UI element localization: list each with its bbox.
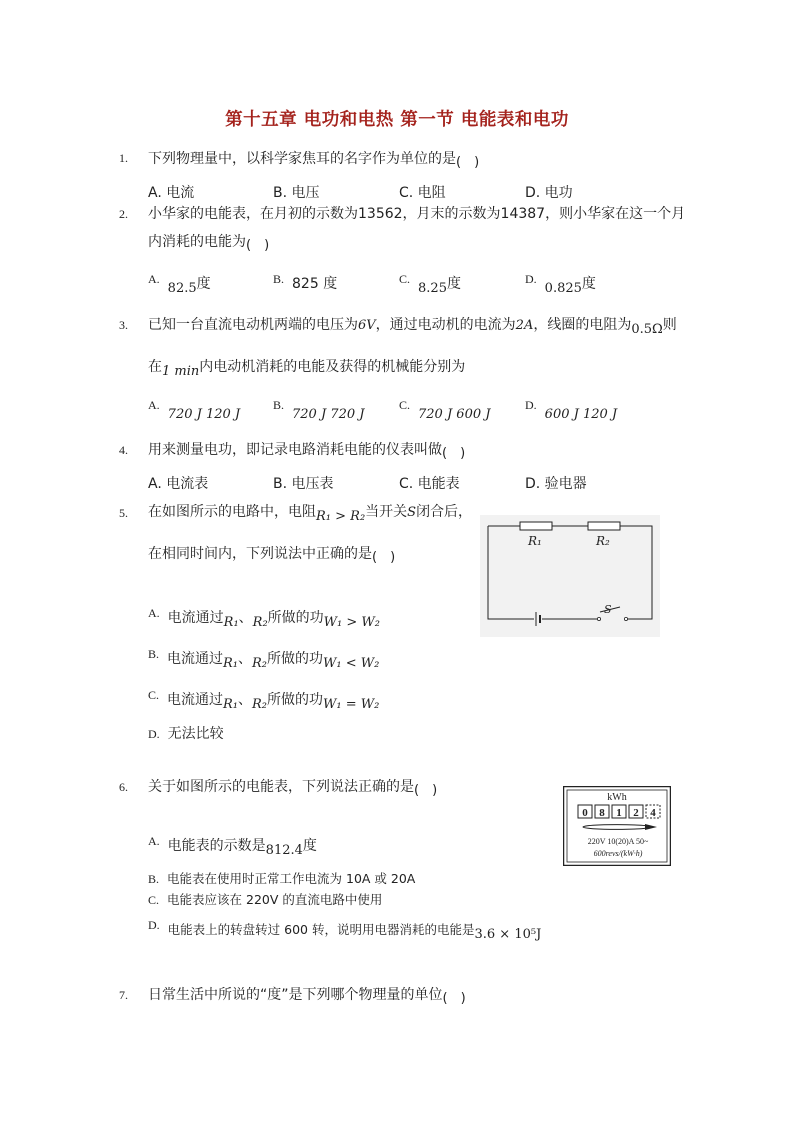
option-c: C. 电阻 <box>399 185 446 201</box>
question-number: 2. <box>119 207 128 221</box>
question-stem-line1: 已知一台直流电动机两端的电压为6V，通过电动机的电流为2A，线圈的电阻为0.5Ω则 <box>148 317 677 337</box>
meter-digit: 1 <box>616 807 622 819</box>
question-stem-line2: 在1 min内电动机消耗的电能及获得的机械能分别为 <box>148 359 466 379</box>
question-stem-line2: 在相同时间内，下列说法中正确的是( ) <box>148 546 396 565</box>
meter-digit: 2 <box>633 807 639 819</box>
option-b: B. 825 度 <box>273 272 338 292</box>
meter-revolutions: 600revs/(kW·h) <box>593 849 643 858</box>
question-number: 1. <box>119 151 128 165</box>
question-stem: 用来测量电功，即记录电路消耗电能的仪表叫做( ) <box>148 442 466 461</box>
resistor-r2 <box>588 522 620 530</box>
question-stem: 下列物理量中，以科学家焦耳的名字作为单位的是( ) <box>148 151 480 170</box>
option-c: C.720 J 600 J <box>399 398 491 422</box>
option-d: D. 电功 <box>525 185 573 201</box>
option-d: D.0.825度 <box>525 272 596 296</box>
question-stem: 关于如图所示的电能表，下列说法正确的是( ) <box>148 779 438 798</box>
question-stem: 日常生活中所说的“度”是下列哪个物理量的单位( ) <box>148 987 466 1006</box>
question-stem-line1: 小华家的电能表，在月初的示数为13562，月末的示数为14387，则小华家在这一个月 <box>148 206 686 222</box>
switch-label: S <box>604 603 612 616</box>
option-c: C. 电能表应该在 220V 的直流电路中使用 <box>148 892 383 907</box>
question-number: 5. <box>119 506 128 520</box>
circuit-diagram <box>480 515 660 637</box>
question-stem-line1: 在如图所示的电路中，电阻R₁ > R₂当开关S闭合后， <box>148 504 473 524</box>
option-b: B. 电压 <box>273 185 320 201</box>
meter-digit: 4 <box>650 807 656 819</box>
question-number: 7. <box>119 988 128 1002</box>
question-number: 4. <box>119 443 128 457</box>
option-a: A. 电流通过R₁、R₂所做的功W₁ > W₂ <box>148 606 380 630</box>
option-a: A. 电能表的示数是812.4度 <box>148 834 317 858</box>
r2-label: R₂ <box>596 534 610 548</box>
option-d: D. 验电器 <box>525 476 587 492</box>
option-a: A.82.5度 <box>148 272 211 296</box>
option-c: C.8.25度 <box>399 272 461 296</box>
option-b: B. 电流通过R₁、R₂所做的功W₁ < W₂ <box>148 647 380 671</box>
option-b: B. 电压表 <box>273 476 334 492</box>
page-title: 第十五章 电功和电热 第一节 电能表和电功 <box>225 110 569 130</box>
option-b: B. 电能表在使用时正常工作电流为 10A 或 20A <box>148 871 416 886</box>
meter-unit: kWh <box>607 792 627 803</box>
resistor-r1 <box>520 522 552 530</box>
meter-rotating-disc <box>583 825 651 830</box>
option-d: D.600 J 120 J <box>525 398 618 422</box>
option-a: A.720 J 120 J <box>148 398 241 422</box>
option-b: B.720 J 720 J <box>273 398 365 422</box>
question-number: 6. <box>119 780 128 794</box>
meter-digit: 0 <box>582 807 588 819</box>
option-a: A. 电流 <box>148 185 195 201</box>
option-d: D. 无法比较 <box>148 726 224 742</box>
meter-digits <box>578 805 660 819</box>
question-number: 3. <box>119 318 128 332</box>
question-stem-line2: 内消耗的电能为( ) <box>148 234 270 253</box>
option-a: A. 电流表 <box>148 476 209 492</box>
r1-label: R₁ <box>528 534 542 548</box>
switch-contact <box>624 617 627 620</box>
switch-contact <box>597 617 600 620</box>
option-d: D. 电能表上的转盘转过 600 转，说明用电器消耗的电能是3.6 × 10⁵J <box>148 918 542 942</box>
option-c: C. 电能表 <box>399 476 460 492</box>
electric-meter-figure <box>563 786 671 866</box>
meter-rating: 220V 10(20)A 50~ <box>587 837 649 846</box>
meter-digit: 8 <box>599 807 605 819</box>
option-c: C. 电流通过R₁、R₂所做的功W₁ = W₂ <box>148 688 380 712</box>
